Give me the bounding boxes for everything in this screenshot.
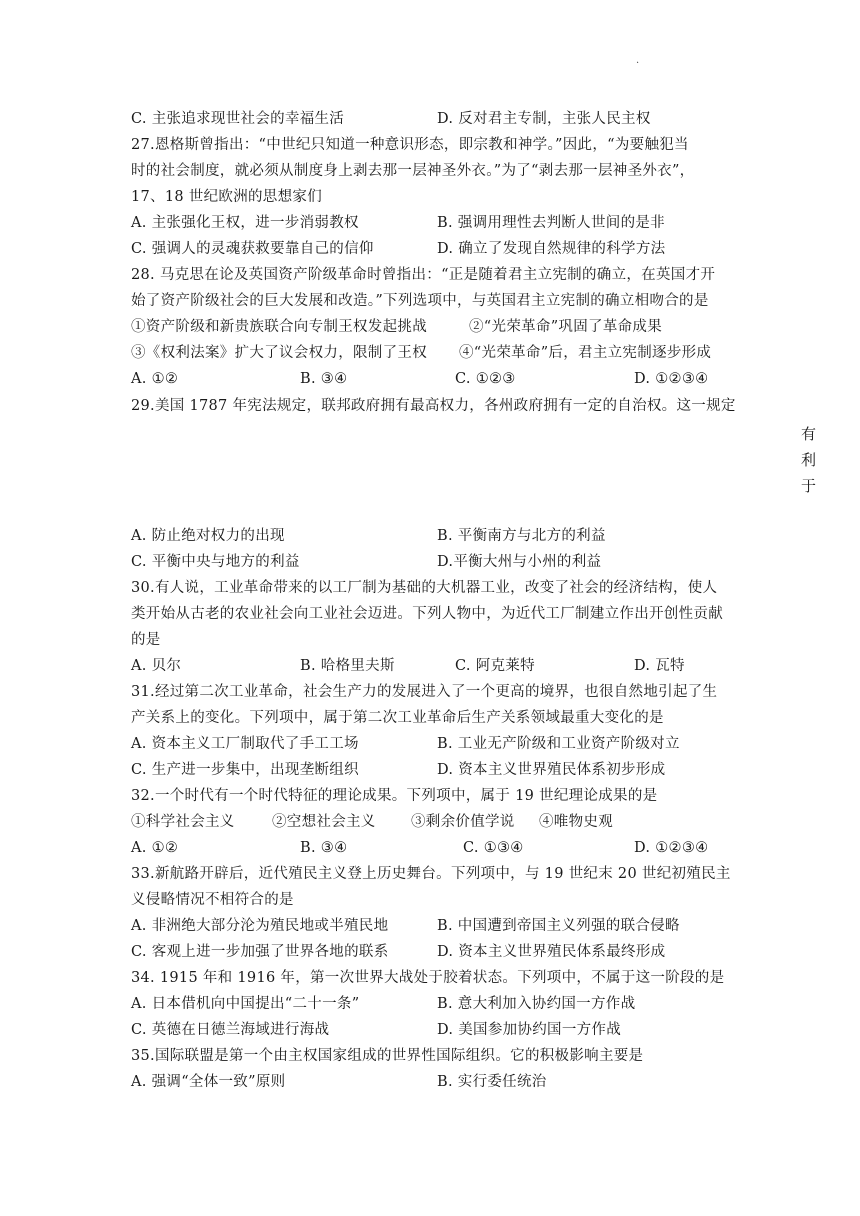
option-a: A. 资本主义工厂制取代了手工工场 [131,736,359,752]
option-c: C. 阿克莱特 [455,658,535,674]
statement-1: ①资产阶级和新贵族联合向专制王权发起挑战 [131,319,427,335]
option-b: B. ③④ [300,840,348,856]
option-a: A. ①② [131,371,179,387]
statement-1: ①科学社会主义 [131,814,235,830]
option-d: D. 美国参加协约国一方作战 [437,1022,622,1038]
option-c: C. 主张追求现世社会的幸福生活 [131,111,345,127]
question-30-line-1: 30.有人说，工业革命带来的以工厂制为基础的大机器工业，改变了社会的经济结构，使人 [131,580,718,596]
question-27-line-3: 17、18 世纪欧洲的思想家们 [131,189,323,205]
question-29-vertical-char: 利 [801,451,817,469]
option-d: D. ①②③④ [634,840,709,856]
question-32-line-1: 32.一个时代有一个时代特征的理论成果。下列项中，属于 19 世纪理论成果的是 [131,788,658,804]
question-31-line-1: 31.经过第二次工业革命，社会生产力的发展进入了一个更高的境界，也很自然地引起了生 [131,684,718,700]
option-a: A. 防止绝对权力的出现 [131,528,285,544]
option-b: B. 实行委任统治 [437,1074,547,1090]
option-d: D. 瓦特 [634,658,685,674]
option-b: B. 强调用理性去判断人世间的是非 [437,215,665,231]
question-33-line-2: 义侵略情况不相符合的是 [131,892,294,908]
option-d: D.平衡大州与小州的利益 [437,554,602,570]
question-35-line-1: 35.国际联盟是第一个由主权国家组成的世界性国际组织。它的积极影响主要是 [131,1048,644,1064]
option-b: B. 意大利加入协约国一方作战 [437,996,636,1012]
question-29-line-1: 29.美国 1787 年宪法规定，联邦政府拥有最高权力，各州政府拥有一定的自治权。这一规定 [131,398,736,414]
statement-4: ④唯物史观 [539,814,613,830]
option-a: A. 非洲绝大部分沦为殖民地或半殖民地 [131,918,389,934]
option-b: B. 中国遭到帝国主义列强的联合侵略 [437,918,680,934]
statement-2: ②空想社会主义 [272,814,376,830]
option-c: C. 英德在日德兰海域进行海战 [131,1022,330,1038]
option-a: A. 贝尔 [131,658,182,674]
option-c: C. 平衡中央与地方的利益 [131,554,300,570]
statement-3: ③剩余价值学说 [411,814,515,830]
option-c: C. ①③④ [463,840,524,856]
option-a: A. 主张强化王权，进一步消弱教权 [131,215,359,231]
question-27-line-1: 27.恩格斯曾指出：“中世纪只知道一种意识形态，即宗教和神学。”因此，“为要触犯当 [131,137,689,153]
option-b: B. 平衡南方与北方的利益 [437,528,606,544]
question-33-line-1: 33.新航路开辟后，近代殖民主义登上历史舞台。下列项中，与 19 世纪末 20 世纪初殖民主 [131,866,731,882]
option-a: A. 日本借机向中国提出“二十一条” [131,996,360,1012]
question-27-line-2: 时的社会制度，就必须从制度身上剥去那一层神圣外衣。”为了“剥去那一层神圣外衣”， [131,163,695,179]
option-b: B. ③④ [300,371,348,387]
option-b: B. 工业无产阶级和工业资产阶级对立 [437,736,680,752]
statement-4: ④“光荣革命”后，君主立宪制逐步形成 [459,345,712,361]
option-a: A. 强调“全体一致”原则 [131,1074,286,1090]
option-c: C. 生产进一步集中，出现垄断组织 [131,762,359,778]
option-d: D. 反对君主专制，主张人民主权 [437,111,651,127]
option-d: D. 资本主义世界殖民体系初步形成 [437,762,666,778]
question-28-line-2: 始了资产阶级社会的巨大发展和改造。”下列选项中，与英国君主立宪制的确立相吻合的是 [131,293,709,309]
question-30-line-3: 的是 [131,632,161,648]
option-d: D. 资本主义世界殖民体系最终形成 [437,944,666,960]
question-30-line-2: 类开始从古老的农业社会向工业社会迈进。下列人物中，为近代工厂制建立作出开创性贡献 [131,606,723,622]
question-29-vertical-char: 有 [801,425,817,443]
question-31-line-2: 产关系上的变化。下列项中，属于第二次工业革命后生产关系领域最重大变化的是 [131,710,664,726]
question-28-line-1: 28. 马克思在论及英国资产阶级革命时曾指出：“正是随着君主立宪制的确立，在英国才开 [131,267,716,283]
header-mark: · [636,58,640,69]
question-29-vertical-char: 于 [801,477,817,495]
option-c: C. 客观上进一步加强了世界各地的联系 [131,944,389,960]
statement-2: ②“光荣革命”巩固了革命成果 [469,319,663,335]
option-c: C. ①②③ [455,371,516,387]
statement-3: ③《权利法案》扩大了议会权力，限制了王权 [131,345,427,361]
option-b: B. 哈格里夫斯 [300,658,395,674]
option-d: D. ①②③④ [634,371,709,387]
option-d: D. 确立了发现自然规律的科学方法 [437,241,666,257]
option-a: A. ①② [131,840,179,856]
question-34-line-1: 34. 1915 年和 1916 年，第一次世界大战处于胶着状态。下列项中，不属于这一阶段的是 [131,970,725,986]
option-c: C. 强调人的灵魂获救要靠自己的信仰 [131,241,374,257]
